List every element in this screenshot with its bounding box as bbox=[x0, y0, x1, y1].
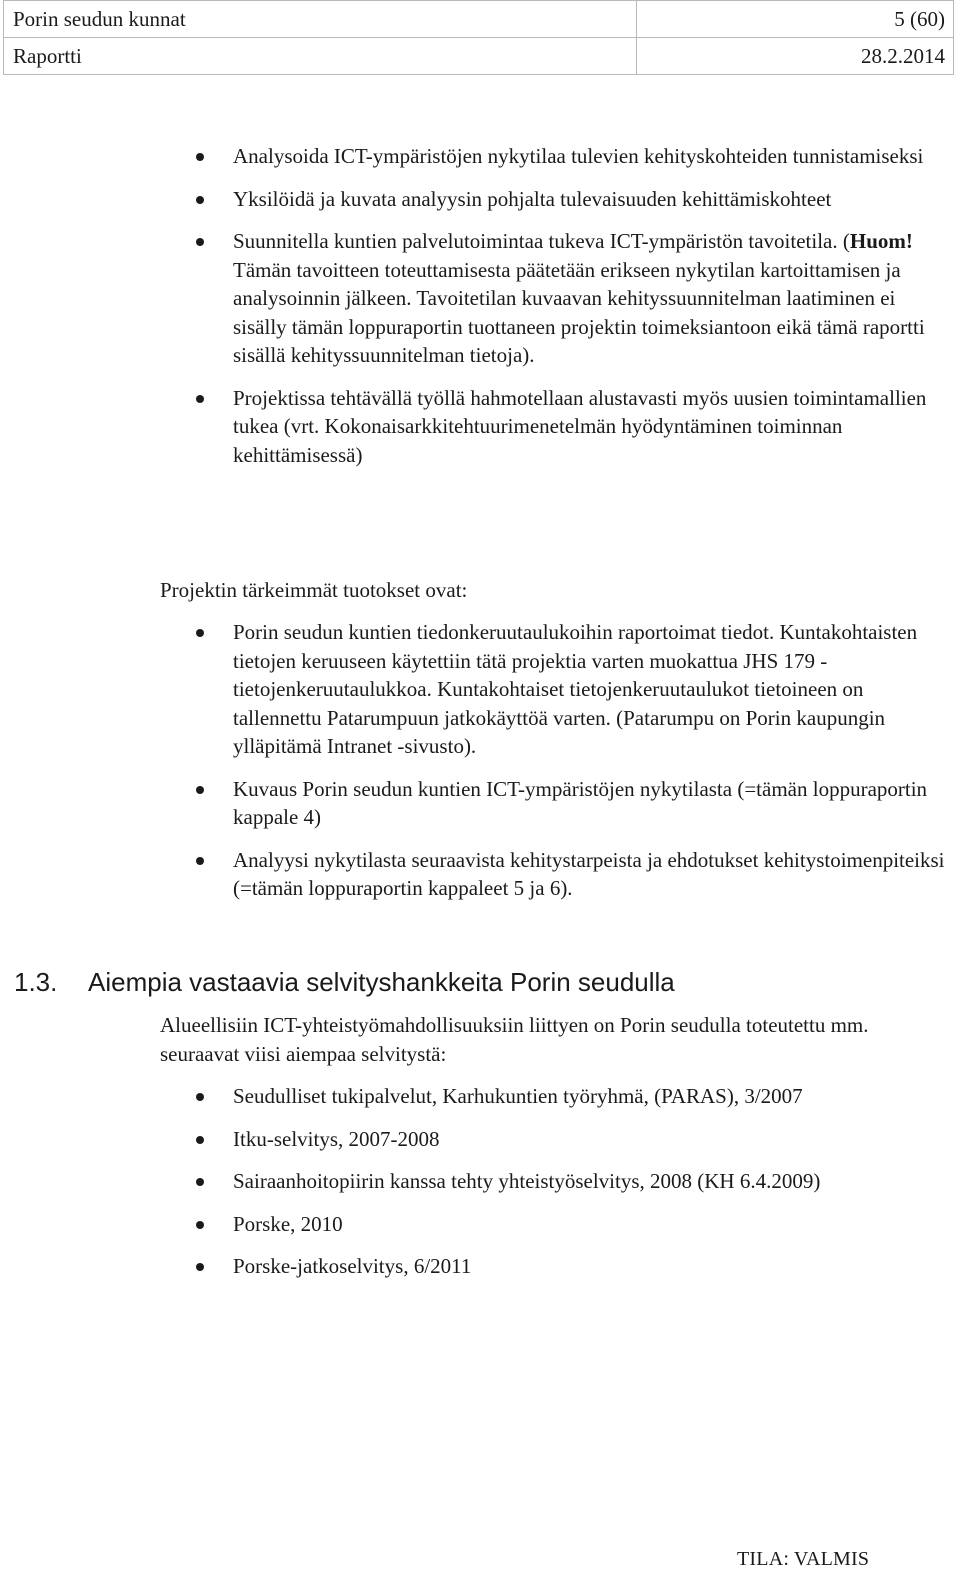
list-item bbox=[190, 1252, 950, 1281]
list-item bbox=[190, 1082, 950, 1111]
bullet-icon bbox=[196, 395, 204, 403]
header-org: Porin seudun kunnat bbox=[4, 1, 637, 38]
section-intro: Alueellisiin ICT-yhteistyömahdollisuuksiin liittyen on Porin seudulla toteutettu mm. seuraavat viisi aiempaa selvitystä: bbox=[160, 1013, 869, 1066]
list-item bbox=[190, 775, 950, 832]
bullet-icon bbox=[196, 1136, 204, 1144]
header-page-number: 5 (60) bbox=[637, 1, 954, 38]
list-item-text: Analyysi nykytilasta seuraavista kehitystarpeista ja ehdotukset kehitystoimenpiteiksi (=tämän loppuraportin kappaleet 5 ja 6). bbox=[233, 847, 945, 900]
note-emphasis: Huom! bbox=[849, 229, 913, 253]
list-item bbox=[190, 1167, 950, 1196]
list-item bbox=[190, 618, 950, 761]
bullet-icon bbox=[196, 196, 204, 204]
list-item bbox=[190, 1210, 950, 1239]
list-item-text: Sairaanhoitopiirin kanssa tehty yhteistyöselvitys, 2008 (KH 6.4.2009) bbox=[233, 1169, 821, 1193]
bullet-icon bbox=[196, 153, 204, 161]
list-item bbox=[190, 227, 950, 370]
list-item-text: Itku-selvitys, 2007-2008 bbox=[233, 1126, 440, 1151]
page-header bbox=[3, 0, 954, 75]
objectives-list bbox=[190, 142, 950, 469]
list-item bbox=[190, 142, 950, 171]
header-date: 28.2.2014 bbox=[637, 38, 954, 75]
section-title: Aiempia vastaavia selvityshankkeita Porin seudulla bbox=[88, 967, 675, 997]
document-status: TILA: VALMIS bbox=[737, 1548, 870, 1570]
outputs-intro: Projektin tärkeimmät tuotokset ovat: bbox=[160, 578, 468, 602]
list-item-text-after: Tämän tavoitteen toteuttamisesta päätetään erikseen nykytilan kartoittamisen ja analysoinnin jälkeen. Tavoitetilan kuvaavan kehityssuunnitelman laatiminen ei sisälly tämän loppuraportin tuottaneen projektin toimeksiantoon eikä tämä raportti sisällä kehityssuunnitelman tietoja). bbox=[233, 257, 925, 367]
previous-studies-list bbox=[190, 1082, 950, 1281]
list-item bbox=[190, 185, 950, 214]
bullet-icon bbox=[196, 1263, 204, 1271]
bullet-icon bbox=[196, 629, 204, 637]
list-item-text: Projektissa tehtävällä työllä hahmotellaan alustavasti myös uusien toimintamallien tukea (vrt. Kokonaisarkkitehtuurimenetelmän hyödyntäminen toiminnan kehittämisessä) bbox=[233, 385, 927, 467]
list-item-text-before: Suunnitella kuntien palvelutoimintaa tukeva ICT-ympäristön tavoitetila. ( bbox=[233, 229, 850, 253]
list-item bbox=[190, 1125, 950, 1154]
bullet-icon bbox=[196, 238, 204, 246]
list-item-text: Kuvaus Porin seudun kuntien ICT-ympäristöjen nykytilasta (=tämän loppuraportin kappale 4) bbox=[233, 776, 928, 829]
list-item-text: Porin seudun kuntien tiedonkeruutaulukoihin raportoimat tiedot. Kuntakohtaisten tietojen keruuseen käytettiin tätä projektia varten muokattua JHS 179 -tietojenkeruutaulukkoa. Kuntakohtaiset tietojenkeruutaulukot tietoineen on tallennettu Patarumpuun jatkokäyttöä varten. (Patarumpu on Porin kaupungin ylläpitämä Intranet -sivusto). bbox=[233, 620, 918, 758]
outputs-list bbox=[190, 618, 950, 903]
list-item bbox=[190, 384, 950, 470]
list-item-text: Seudulliset tukipalvelut, Karhukuntien työryhmä, (PARAS), 3/2007 bbox=[233, 1084, 803, 1108]
bullet-icon bbox=[196, 786, 204, 794]
header-doc-type: Raportti bbox=[4, 38, 637, 75]
bullet-icon bbox=[196, 1221, 204, 1229]
section-number: 1.3. bbox=[14, 967, 58, 997]
section-heading bbox=[14, 964, 675, 1000]
bullet-icon bbox=[196, 1093, 204, 1101]
bullet-icon bbox=[196, 1178, 204, 1186]
bullet-icon bbox=[196, 857, 204, 865]
list-item-text: Yksilöidä ja kuvata analyysin pohjalta tulevaisuuden kehittämiskohteet bbox=[233, 186, 832, 211]
list-item bbox=[190, 846, 950, 903]
list-item-text: Porske-jatkoselvitys, 6/2011 bbox=[233, 1254, 472, 1278]
list-item-text: Porske, 2010 bbox=[233, 1211, 343, 1236]
list-item-text: Analysoida ICT-ympäristöjen nykytilaa tulevien kehityskohteiden tunnistamiseksi bbox=[233, 144, 924, 168]
